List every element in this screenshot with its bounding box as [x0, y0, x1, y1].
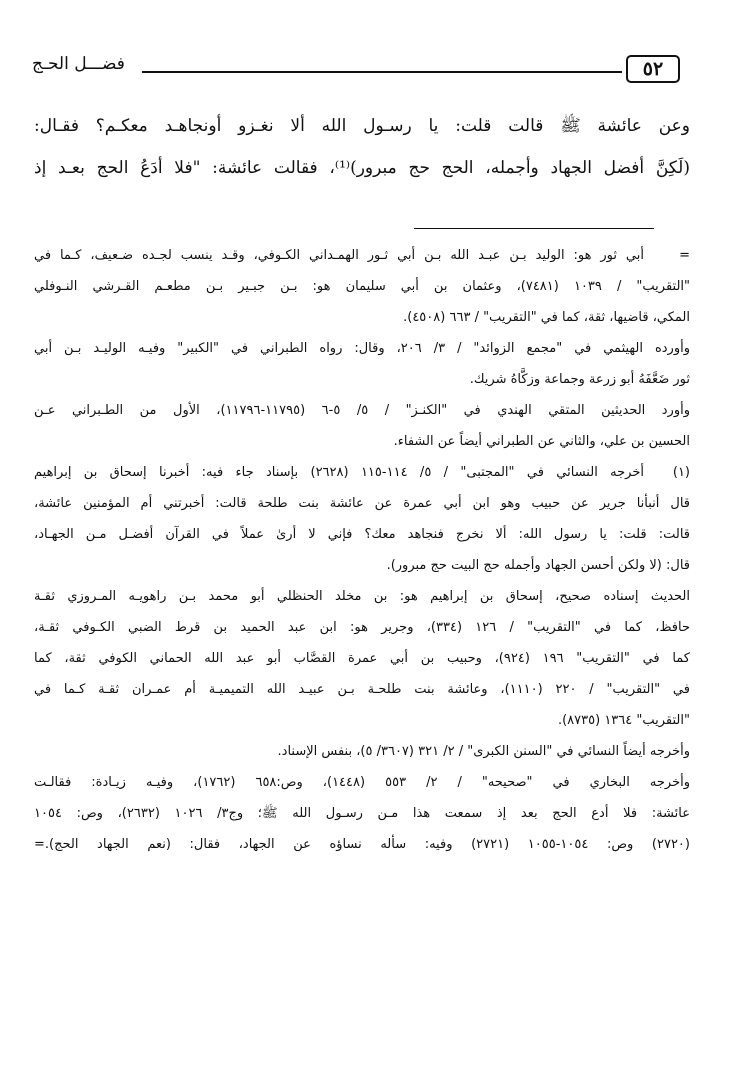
footnote-line: عائشة: فلا أدع الحج بعد إذ سمعت هذا مـن رسـول الله ﷺ؛ وج٣/ ١٠٢٦ (٢٦٣٢)، وص: ١٠٥٤ — [34, 806, 690, 821]
footnote-line: كما في "التقريب" ١٩٦ (٩٢٤)، وحبيب بن أبي عمرة القصَّاب أبو عبد الله الحماني الكوفي ثقة، كما — [34, 651, 690, 666]
header-rule — [142, 71, 622, 73]
footnote-line: المكي، قاضيها، ثقة، كما في "التقريب" / ٦٦٣ (٤٥٠٨). — [403, 310, 690, 325]
footnote-line: "التقريب" ١٣٦٤ (٨٧٣٥). — [557, 713, 690, 728]
footnote-line: حافظ، كما في "التقريب" / ١٢٦ (٣٣٤)، وجرير هو: ابن عبد الحميد بن قرط الضبي الكـوفي ثقـة، — [34, 620, 690, 635]
footnote-line: وأورده الهيثمي في "مجمع الزوائد" / ٣/ ٢٠٦، وقال: رواه الطبراني في "الكبير" وفيـه الوليـد بـن أبي — [34, 341, 691, 356]
footnote-line: الحديث إسناده صحيح، إسحاق بن إبراهيم هو: بن مخلد الحنظلي أبو محمد بـن راهويـه المـروزي ثقـة — [34, 589, 690, 604]
page-number: ٥٢ — [626, 55, 680, 83]
main-text-line: وعن عائشة ﷺ قالت قلت: يا رسـول الله ألا نغـزو أونجاهـد معكـم؟ فقـال: — [34, 116, 690, 136]
footnote-line: (٢٧٢٠) وص: ١٠٥٤-١٠٥٥ (٢٧٢١) وفيه: سأله نساؤه عن الجهاد، فقال: (نعم الجهاد الحج).= — [34, 837, 690, 852]
footnote-line: وأورد الحديثين المتقي الهندي في "الكنـز" / ٥/ ٥-٦ (١١٧٩٥-١١٧٩٦)، الأول من الطـبراني عـن — [34, 403, 691, 418]
footnote-number: (١) — [672, 465, 690, 480]
main-text — [34, 108, 690, 192]
footnote-continuation — [34, 240, 690, 271]
footnote-line: وأخرجه البخاري في "صحيحه" / ٢/ ٥٥٣ (١٤٤٨)، وص:٦٥٨ (١٧٦٢)، وفيـه زيـادة: فقالـت — [34, 775, 690, 790]
continuation-marker: = — [679, 248, 690, 263]
footnotes — [34, 240, 690, 860]
section-title: فضـــل الحـج — [32, 54, 125, 74]
footnote-line: في "التقريب" / ٢٢٠ (١١١٠)، وعائشة بنت طلحـة بـن عبيـد الله التميميـة أم عمـران ثقـة كـما في — [34, 682, 690, 697]
footnote-line: ثور ضَعَّفَهُ أبو زرعة وجماعة وزكَّاهُ شريك. — [469, 372, 690, 387]
footnote-line: "التقريب" / ١٠٣٩ (٧٤٨١)، وعثمان بن أبي سليمان هو: بـن جبـير بـن مطعـم القـرشي النـوفلي — [34, 279, 690, 294]
footnote-line: وأخرجه أيضاً النسائي في "السنن الكبرى" / ٢/ ٣٢١ (٣٦٠٧/ ٥)، بنفس الإسناد. — [277, 744, 690, 759]
main-text-line: (لَكِنَّ أفضل الجهاد وأجمله، الحج حج مبرور)⁽¹⁾، فقالت عائشة: "فلا أدَعُ الحج بعـد إذ — [34, 158, 690, 178]
footnote-line: قال أنبأنا جرير عن حبيب وهو ابن أبي عمرة عن عائشة بنت طلحة قالت: أخبرتني أم المؤمنين عائشة، — [34, 496, 690, 511]
footnote-line: أخرجه النسائي في "المجتبى" / ٥/ ١١٤-١١٥ (٢٦٢٨) بإسناد جاء فيه: أخبرنا إسحاق بن إبراهيم — [34, 465, 644, 480]
footnote-line: أبي ثور هو: الوليد بـن عبـد الله بـن أبي ثـور الهمـداني الكـوفي، وقـد ينسب لجـده ضـعيف، كـما في — [34, 248, 644, 263]
footnote-line: قال: (لا ولكن أحسن الجهاد وأجمله حج البيت حج مبرور). — [386, 558, 690, 573]
footnote-1 — [34, 457, 690, 488]
footnote-separator — [414, 228, 654, 229]
page-header — [30, 50, 680, 94]
footnote-line: قالت: قلت: يا رسول الله: ألا نخرج فنجاهد معك؟ فإني لا أرىٰ عملاً في القرآن أفضـل مـن الجهـاد، — [34, 527, 690, 542]
footnote-line: الحسين بن علي، والثاني عن الطبراني أيضاً عن الشفاء. — [393, 434, 690, 449]
